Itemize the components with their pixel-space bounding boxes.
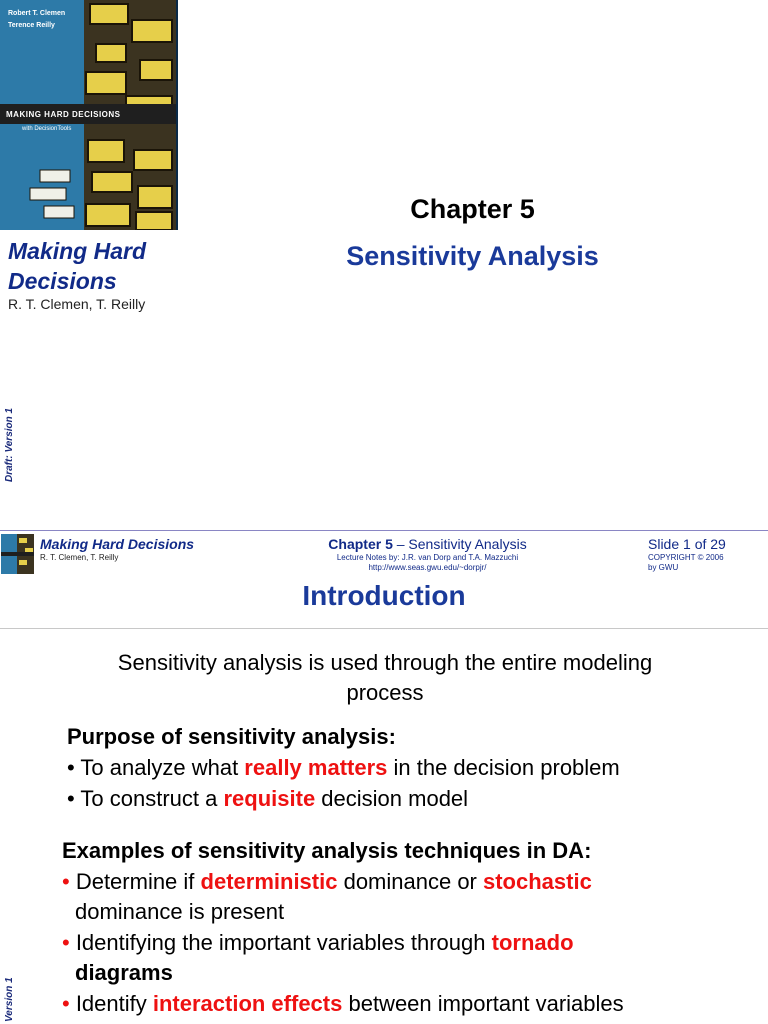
cover-title: MAKING HARD DECISIONS — [6, 110, 121, 119]
example-item-2 — [62, 928, 574, 958]
bullet-icon: • — [62, 869, 70, 894]
header-lecture-notes: Lecture Notes by: J.R. van Dorp and T.A. Mazzuchi — [336, 553, 519, 562]
example-item-1-cont: dominance is present — [75, 899, 285, 924]
bullet-icon: • — [62, 991, 70, 1016]
book-authors: R. T. Clemen, T. Reilly — [8, 296, 146, 312]
lead-text: Sensitivity analysis is used through the entire modeling process — [117, 650, 653, 705]
purpose-bullet-1-highlight: really matters — [244, 755, 388, 780]
header-chapter-title: – Sensitivity Analysis — [392, 536, 527, 552]
side-version-label: Version 1 — [4, 977, 15, 1022]
chapter-title: Sensitivity Analysis — [346, 241, 599, 271]
cover-author-line-2: Terence Reilly — [8, 22, 55, 29]
example-1-text: Determine if — [69, 869, 201, 894]
example-item-3 — [62, 989, 624, 1019]
purpose-bullet-1-text: • To analyze what — [67, 755, 245, 780]
example-1-text-mid: dominance or — [337, 869, 483, 894]
purpose-bullet-1-text-end: in the decision problem — [387, 755, 620, 780]
slide-number: Slide 1 of 29 — [648, 536, 726, 552]
example-3-text-end: between important variables — [342, 991, 624, 1016]
copyright: COPYRIGHT © 2006 — [648, 553, 724, 562]
example-2-text: Identifying the important variables through — [69, 930, 492, 955]
example-1-highlight-1: deterministic — [200, 869, 338, 894]
example-2-highlight: tornado — [491, 930, 574, 955]
purpose-bullet-2 — [67, 784, 468, 814]
header-cover-thumbnail — [1, 534, 34, 574]
header-chapter — [310, 536, 545, 552]
book-cover-image — [0, 0, 178, 230]
purpose-bullet-2-highlight: requisite — [223, 786, 316, 811]
chapter-number: Chapter 5 — [410, 194, 535, 224]
example-item-1 — [62, 867, 592, 897]
slide-title: Introduction — [302, 580, 466, 611]
slide-divider — [0, 530, 768, 531]
header-authors: R. T. Clemen, T. Reilly — [40, 553, 119, 562]
bullet-icon: • — [62, 930, 70, 955]
draft-version-label: Draft: Version 1 — [4, 407, 15, 482]
cover-author-line-1: Robert T. Clemen — [8, 10, 66, 17]
purpose-bullet-2-text: • To construct a — [67, 786, 224, 811]
cover-subtitle: with DecisionTools — [22, 126, 72, 132]
example-3-text: Identify — [69, 991, 153, 1016]
purpose-heading: Purpose of sensitivity analysis: — [67, 724, 396, 749]
title-rule — [0, 628, 768, 629]
header-book-title: Making Hard Decisions — [40, 536, 195, 552]
examples-heading: Examples of sensitivity analysis techniques in DA: — [62, 838, 592, 863]
header-url: http://www.seas.gwu.edu/~dorpjr/ — [368, 563, 487, 572]
purpose-bullet-1 — [67, 753, 620, 783]
purpose-bullet-2-text-end: decision model — [315, 786, 469, 811]
book-title: Making Hard Decisions — [8, 238, 147, 294]
example-1-highlight-2: stochastic — [483, 869, 592, 894]
example-item-2-cont: diagrams — [75, 960, 173, 985]
header-chapter-number: Chapter 5 — [328, 536, 393, 552]
copyright-by: by GWU — [648, 563, 679, 572]
example-3-highlight: interaction effects — [152, 991, 343, 1016]
